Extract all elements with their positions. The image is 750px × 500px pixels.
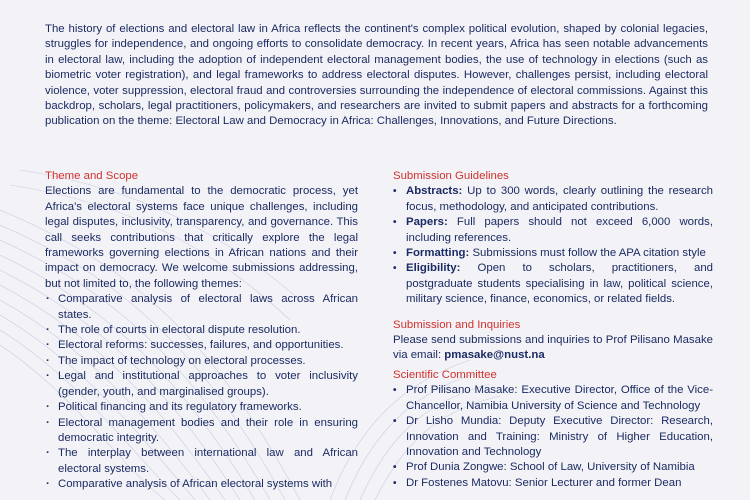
committee-member: • Prof Dunia Zongwe: School of Law, University of Namibia xyxy=(393,460,713,475)
committee-member: • Dr Lisho Mundia: Deputy Executive Director: Research, Innovation and Training: Ministry of Higher Education, Innovation and Technology xyxy=(393,414,713,460)
intro-paragraph: The history of elections and electoral law in Africa reflects the continent's complex political evolution, shaped by colonial legacies, struggles for independence, and ongoing efforts to consolidate democracy. In recent years, Africa has seen notable advancements in electoral law, including the adoption of independent electoral management bodies, the use of technology in elections (such as biometric voter registration), and legal frameworks to address electoral disputes. However, challenges persist, including electoral violence, voter suppression, electoral fraud and controversies surrounding the independence of electoral commissions. Against this backdrop, scholars, legal practitioners, policymakers, and researchers are invited to submit papers and abstracts for a forthcoming publication on the theme: Electoral Law and Democracy in Africa: Challenges, Innovations, and Future Directions. xyxy=(45,23,708,128)
guideline-item xyxy=(393,184,713,215)
theme-item: · The role of courts in electoral dispute resolution. xyxy=(45,323,358,338)
theme-item: · Electoral management bodies and their role in ensuring democratic integrity. xyxy=(45,416,358,447)
committee-list xyxy=(393,383,713,491)
guideline-text: Submissions must follow the APA citation style xyxy=(469,247,706,260)
guideline-label: Abstracts: xyxy=(406,185,463,198)
guideline-item xyxy=(393,246,713,261)
theme-item: · The impact of technology on electoral processes. xyxy=(45,354,358,369)
theme-item: · Political financing and its regulatory frameworks. xyxy=(45,400,358,415)
guidelines-heading: Submission Guidelines xyxy=(393,170,509,182)
theme-item: · Comparative analysis of African electoral systems with xyxy=(45,477,358,492)
theme-item: · Comparative analysis of electoral laws across African states. xyxy=(45,292,358,323)
committee-member: • Dr Fostenes Matovu: Senior Lecturer and former Dean xyxy=(393,476,713,491)
guidelines-list xyxy=(393,184,713,307)
inquiries-heading: Submission and Inquiries xyxy=(393,318,521,331)
theme-item: · Legal and institutional approaches to voter inclusivity (gender, youth, and marginalised groups). xyxy=(45,369,358,400)
theme-heading: Theme and Scope xyxy=(45,170,139,182)
guideline-text: Up to 300 words, clearly outlining the research focus, methodology, and anticipated contributions. xyxy=(406,185,713,213)
inquiries-email-link[interactable]: pmasake@nust.na xyxy=(444,349,545,362)
theme-column xyxy=(45,169,358,493)
theme-list xyxy=(45,292,358,492)
inquiries-text xyxy=(393,333,713,364)
theme-body: Elections are fundamental to the democratic process, yet Africa's electoral systems face unique challenges, including legal disputes, inclusivity, transparency, and governance. This call seeks contributions that critically explore the legal frameworks governing elections in African nations and their impact on democracy. We welcome submissions addressing, but not limited to, the following themes: xyxy=(45,185,358,290)
guideline-label: Eligibility: xyxy=(406,262,461,275)
committee-member: • Prof Pilisano Masake: Executive Director, Office of the Vice-Chancellor, Namibia University of Science and Technology xyxy=(393,383,713,414)
guideline-label: Formatting: xyxy=(406,247,470,260)
guideline-text: Open to scholars, practitioners, and postgraduate students specialising in law, political science, military science, finance, economics, or related fields. xyxy=(406,262,713,306)
guideline-item xyxy=(393,261,713,307)
submission-column xyxy=(393,169,713,491)
guideline-label: Papers: xyxy=(406,216,448,229)
theme-item: · Electoral reforms: successes, failures, and opportunities. xyxy=(45,338,358,353)
inquiries-body: Please send submissions and inquiries to Prof Pilisano Masake via email: xyxy=(393,334,713,362)
guideline-item xyxy=(393,215,713,246)
theme-item: · The interplay between international law and African electoral systems. xyxy=(45,446,358,477)
guideline-text: Full papers should not exceed 6,000 words, including references. xyxy=(406,216,713,244)
committee-heading: Scientific Committee xyxy=(393,368,497,381)
